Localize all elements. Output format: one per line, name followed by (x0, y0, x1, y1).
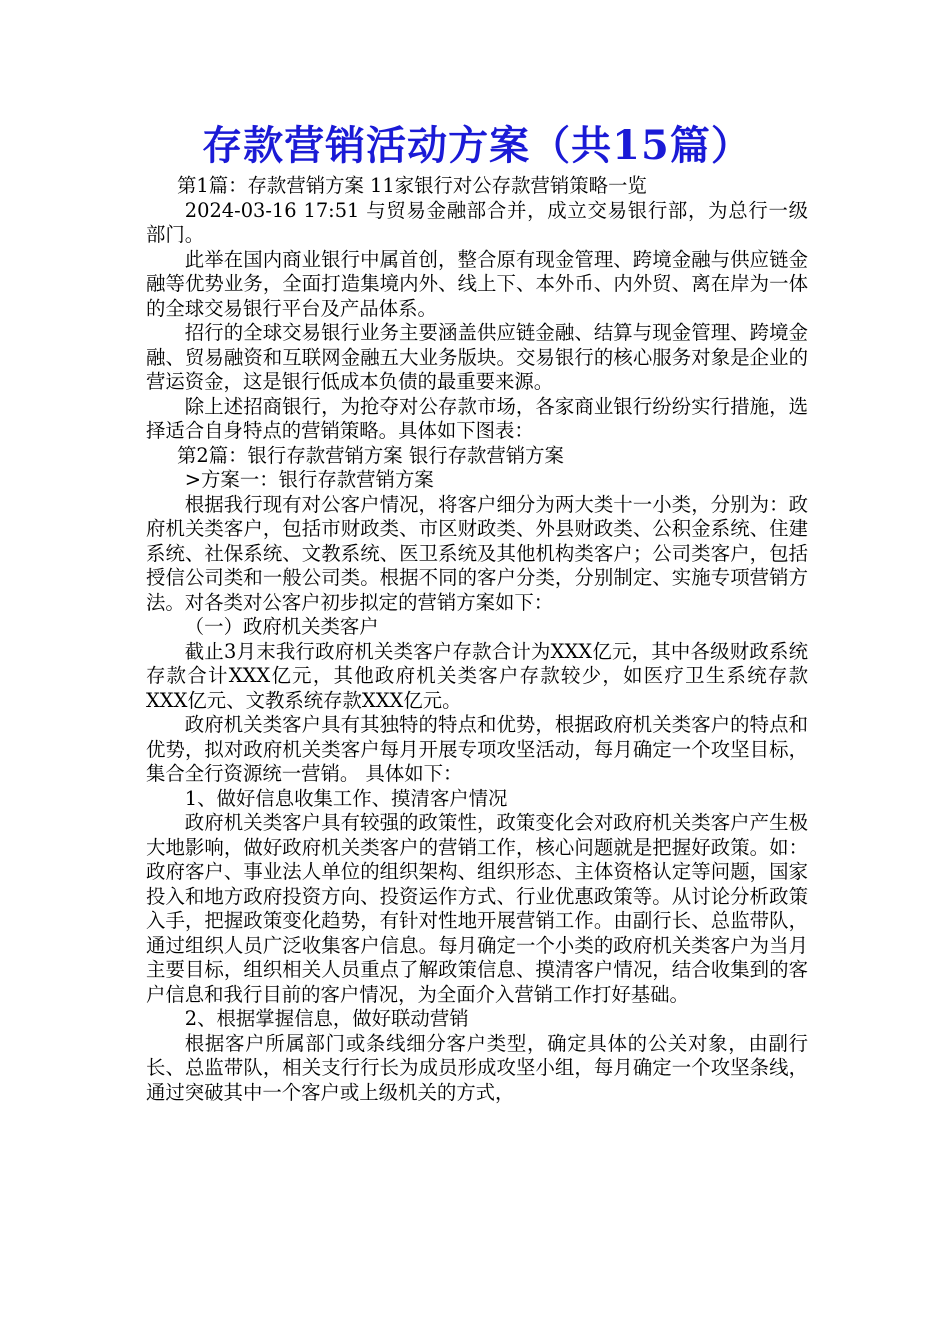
document-title: 存款营销活动方案（共15篇） (202, 122, 752, 169)
subheading: （一）政府机关类客户 (184, 615, 379, 638)
section-heading-1: 第1篇：存款营销方案 11家银行对公存款营销策略一览 (177, 174, 647, 197)
subheading: 1、做好信息收集工作、摸清客户情况 (184, 786, 508, 810)
paragraph: 招行的全球交易银行业务主要涵盖供应链金融、结算与现金管理、跨境金融、贸易融资和互联网金融五大业务版块。交易银行的核心服务对象是企业的营运资金，这是银行低成本负债的最重要来源。 (146, 321, 808, 393)
paragraph: 政府机关类客户具有较强的政策性，政策变化会对政府机关类客户产生极大地影响，做好政府机关类客户的营销工作，核心问题就是把握好政策。如：政府客户、事业法人单位的组织架构、组织形态、主体资格认定等问题，国家投入和地方政府投资方向、投资运作方式、行业优惠政策等。从讨论分析政策入手，把握政策变化趋势，有针对性地开展营销工作。由副行长、总监带队，通过组织人员广泛收集客户信息。每月确定一个小类的政府机关类客户为当月主要目标，组织相关人员重点了解政策信息、摸清客户情况，结合收集到的客户信息和我行目前的客户情况，为全面介入营销工作打好基础。 (146, 811, 808, 1006)
document-body (146, 174, 808, 1105)
section-heading-2: 第2篇：银行存款营销方案 银行存款营销方案 (177, 443, 564, 467)
subheading: >方案一：银行存款营销方案 (184, 468, 434, 491)
paragraph: 根据客户所属部门或条线细分客户类型，确定具体的公关对象，由副行长、总监带队，相关支行行长为成员形成攻坚小组，每月确定一个攻坚条线，通过突破其中一个客户或上级机关的方式， (146, 1031, 808, 1104)
paragraph: 根据我行现有对公客户情况，将客户细分为两大类十一小类，分别为：政府机关类客户，包括市财政类、市区财政类、外县财政类、公积金系统、住建系统、社保系统、文教系统、医卫系统及其他机构类客户；公司类客户，包括授信公司类和一般公司类。根据不同的客户分类，分别制定、实施专项营销方法。对各类对公客户初步拟定的营销方案如下： (146, 492, 808, 614)
paragraph: 此举在国内商业银行中属首创，整合原有现金管理、跨境金融与供应链金融等优势业务，全面打造集境内外、线上下、本外币、内外贸、离在岸为一体的全球交易银行平台及产品体系。 (146, 247, 808, 320)
paragraph: 政府机关类客户具有其独特的特点和优势，根据政府机关类客户的特点和优势，拟对政府机关类客户每月开展专项攻坚活动，每月确定一个攻坚目标，集合全行资源统一营销。 具体如下： (146, 713, 808, 785)
paragraph: 除上述招商银行，为抢夺对公存款市场，各家商业银行纷纷实行措施，选择适合自身特点的营销策略。具体如下图表： (146, 394, 808, 442)
paragraph: 截止3月末我行政府机关类客户存款合计为XXX亿元，其中各级财政系统存款合计XXX亿元，其他政府机关类客户存款较少，如医疗卫生系统存款XXX亿元、文教系统存款XXX亿元。 (146, 639, 808, 712)
subheading: 2、根据掌握信息，做好联动营销 (184, 1007, 469, 1030)
paragraph: 2024-03-16 17:51 与贸易金融部合并，成立交易银行部，为总行一级部门。 (146, 198, 808, 246)
